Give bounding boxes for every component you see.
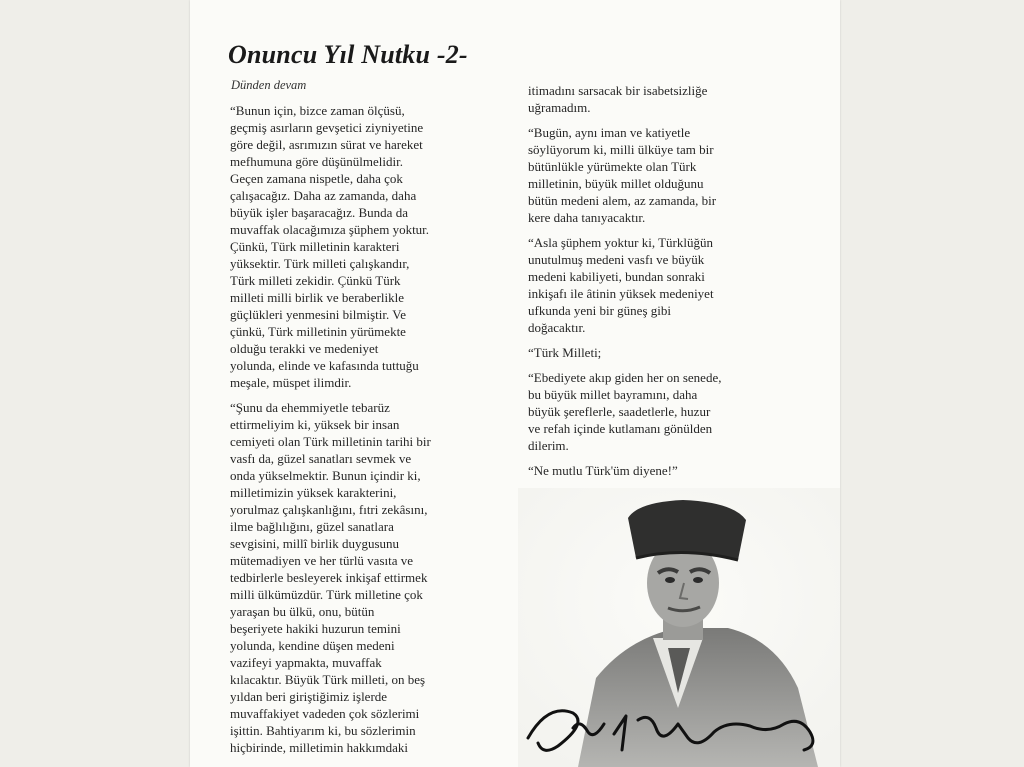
text-line: itimadını sarsacak bir isabetsizliğe <box>528 83 708 98</box>
document-page <box>190 0 840 767</box>
text-line: Türk milleti zekidir. Çünkü Türk <box>230 273 401 288</box>
text-line: inkişafı ile âtinin yüksek medeniyet <box>528 286 714 301</box>
paragraph <box>528 234 808 336</box>
text-line: vasfı da, güzel sanatları sevmek ve <box>230 451 412 466</box>
text-line: yaraşan bu ülkü, onu, bütün <box>230 604 375 619</box>
text-line: hiçbirinde, milletimin hakkımdaki <box>230 740 408 755</box>
left-column <box>230 102 520 764</box>
text-line: ettirmeliyim ki, yüksek bir insan <box>230 417 400 432</box>
paragraph <box>528 369 808 454</box>
text-line: onda yükselmektir. Bunun içindir ki, <box>230 468 421 483</box>
text-line: mefhumuna göre düşünülmelidir. <box>230 154 403 169</box>
text-line: Geçen zamana nispetle, daha çok <box>230 171 403 186</box>
text-line: geçmiş asırların gevşetici ziyniyetine <box>230 120 424 135</box>
text-line: kere daha tanıyacaktır. <box>528 210 646 225</box>
text-line: milleti milli birlik ve beraberlikle <box>230 290 405 305</box>
text-line: bütün medeni alem, az zamanda, bir <box>528 193 717 208</box>
paragraph <box>230 102 520 391</box>
text-line: uğramadım. <box>528 100 591 115</box>
text-line: göre değil, asrımızın sürat ve hareket <box>230 137 423 152</box>
text-line: çünkü, Türk milletinin yürümekte <box>230 324 406 339</box>
text-line: doğacaktır. <box>528 320 586 335</box>
paragraph <box>528 462 808 479</box>
text-line: muvaffakiyet vadeden çok sözlerimi <box>230 706 420 721</box>
text-line: tedbirlerle besleyerek inkişaf ettirmek <box>230 570 428 585</box>
text-line: “Ebediyete akıp giden her on senede, <box>528 370 722 385</box>
text-line: yolunda, elinde ve kafasında tuttuğu <box>230 358 419 373</box>
text-line: yolunda, kendine düşen medeni <box>230 638 395 653</box>
text-line: milletinin, büyük millet olduğunu <box>528 176 704 191</box>
text-line: ilme bağlılığını, güzel sanatlara <box>230 519 394 534</box>
text-line: medeni kabiliyeti, bundan sonraki <box>528 269 705 284</box>
text-line: meşale, müspet ilimdir. <box>230 375 352 390</box>
paragraph <box>528 344 808 361</box>
text-line: söylüyorum ki, milli ülküye tam bir <box>528 142 714 157</box>
portrait-photo-icon <box>518 488 840 767</box>
text-line: çalışacağız. Daha az zamanda, daha <box>230 188 417 203</box>
portrait-photo <box>518 488 840 767</box>
text-line: yıldan beri giriştiğimiz işlerde <box>230 689 388 704</box>
text-line: büyük şereflerle, saadetlerle, huzur <box>528 404 711 419</box>
text-line: unutulmuş medeni vasfı ve büyük <box>528 252 705 267</box>
text-line: cemiyeti olan Türk milletinin tarihi bir <box>230 434 431 449</box>
paragraph <box>528 82 808 116</box>
text-line: milletimizin yüksek karakterini, <box>230 485 397 500</box>
text-line: vazifeyi yapmakta, muvaffak <box>230 655 382 670</box>
text-line: muvaffak olacağımıza şüphem yoktur. <box>230 222 430 237</box>
text-line: bütünlükle yürümekte olan Türk <box>528 159 697 174</box>
text-line: “Türk Milleti; <box>528 345 602 360</box>
text-line: mütemadiyen ve her türlü vasıta ve <box>230 553 414 568</box>
text-line: dilerim. <box>528 438 569 453</box>
text-line: yüksektir. Türk milleti çalışkandır, <box>230 256 410 271</box>
text-line: beşeriyete hakiki huzurun temini <box>230 621 401 636</box>
paragraph <box>230 399 520 756</box>
right-column <box>528 82 808 487</box>
text-line: Çünkü, Türk milletinin karakteri <box>230 239 400 254</box>
paragraph <box>528 124 808 226</box>
text-line: “Şunu da ehemmiyetle tebarüz <box>230 400 390 415</box>
text-line: işittin. Bahtiyarım ki, bu sözlerimin <box>230 723 416 738</box>
document-title: Onuncu Yıl Nutku -2- <box>228 40 468 69</box>
document-subtitle: Dünden devam <box>231 78 307 92</box>
text-line: “Bunun için, bizce zaman ölçüsü, <box>230 103 405 118</box>
text-line: büyük işler başaracağız. Bunda da <box>230 205 408 220</box>
text-line: “Asla şüphem yoktur ki, Türklüğün <box>528 235 713 250</box>
text-line: “Ne mutlu Türk'üm diyene!” <box>528 463 678 478</box>
text-line: olduğu terakki ve medeniyet <box>230 341 379 356</box>
text-line: ufkunda yeni bir güneş gibi <box>528 303 671 318</box>
text-line: milli ülkümüzdür. Türk milletine çok <box>230 587 423 602</box>
text-line: güçlükleri yenmesini bilmiştir. Ve <box>230 307 406 322</box>
text-line: ve refah içinde kutlamanı gönülden <box>528 421 713 436</box>
text-line: bu büyük millet bayramını, daha <box>528 387 698 402</box>
text-line: yorulmaz çalışkanlığını, fıtri zekâsını, <box>230 502 428 517</box>
text-line: sevgisini, millî birlik duygusunu <box>230 536 400 551</box>
text-line: “Bugün, aynı iman ve katiyetle <box>528 125 691 140</box>
text-line: kılacaktır. Büyük Türk milleti, on beş <box>230 672 426 687</box>
